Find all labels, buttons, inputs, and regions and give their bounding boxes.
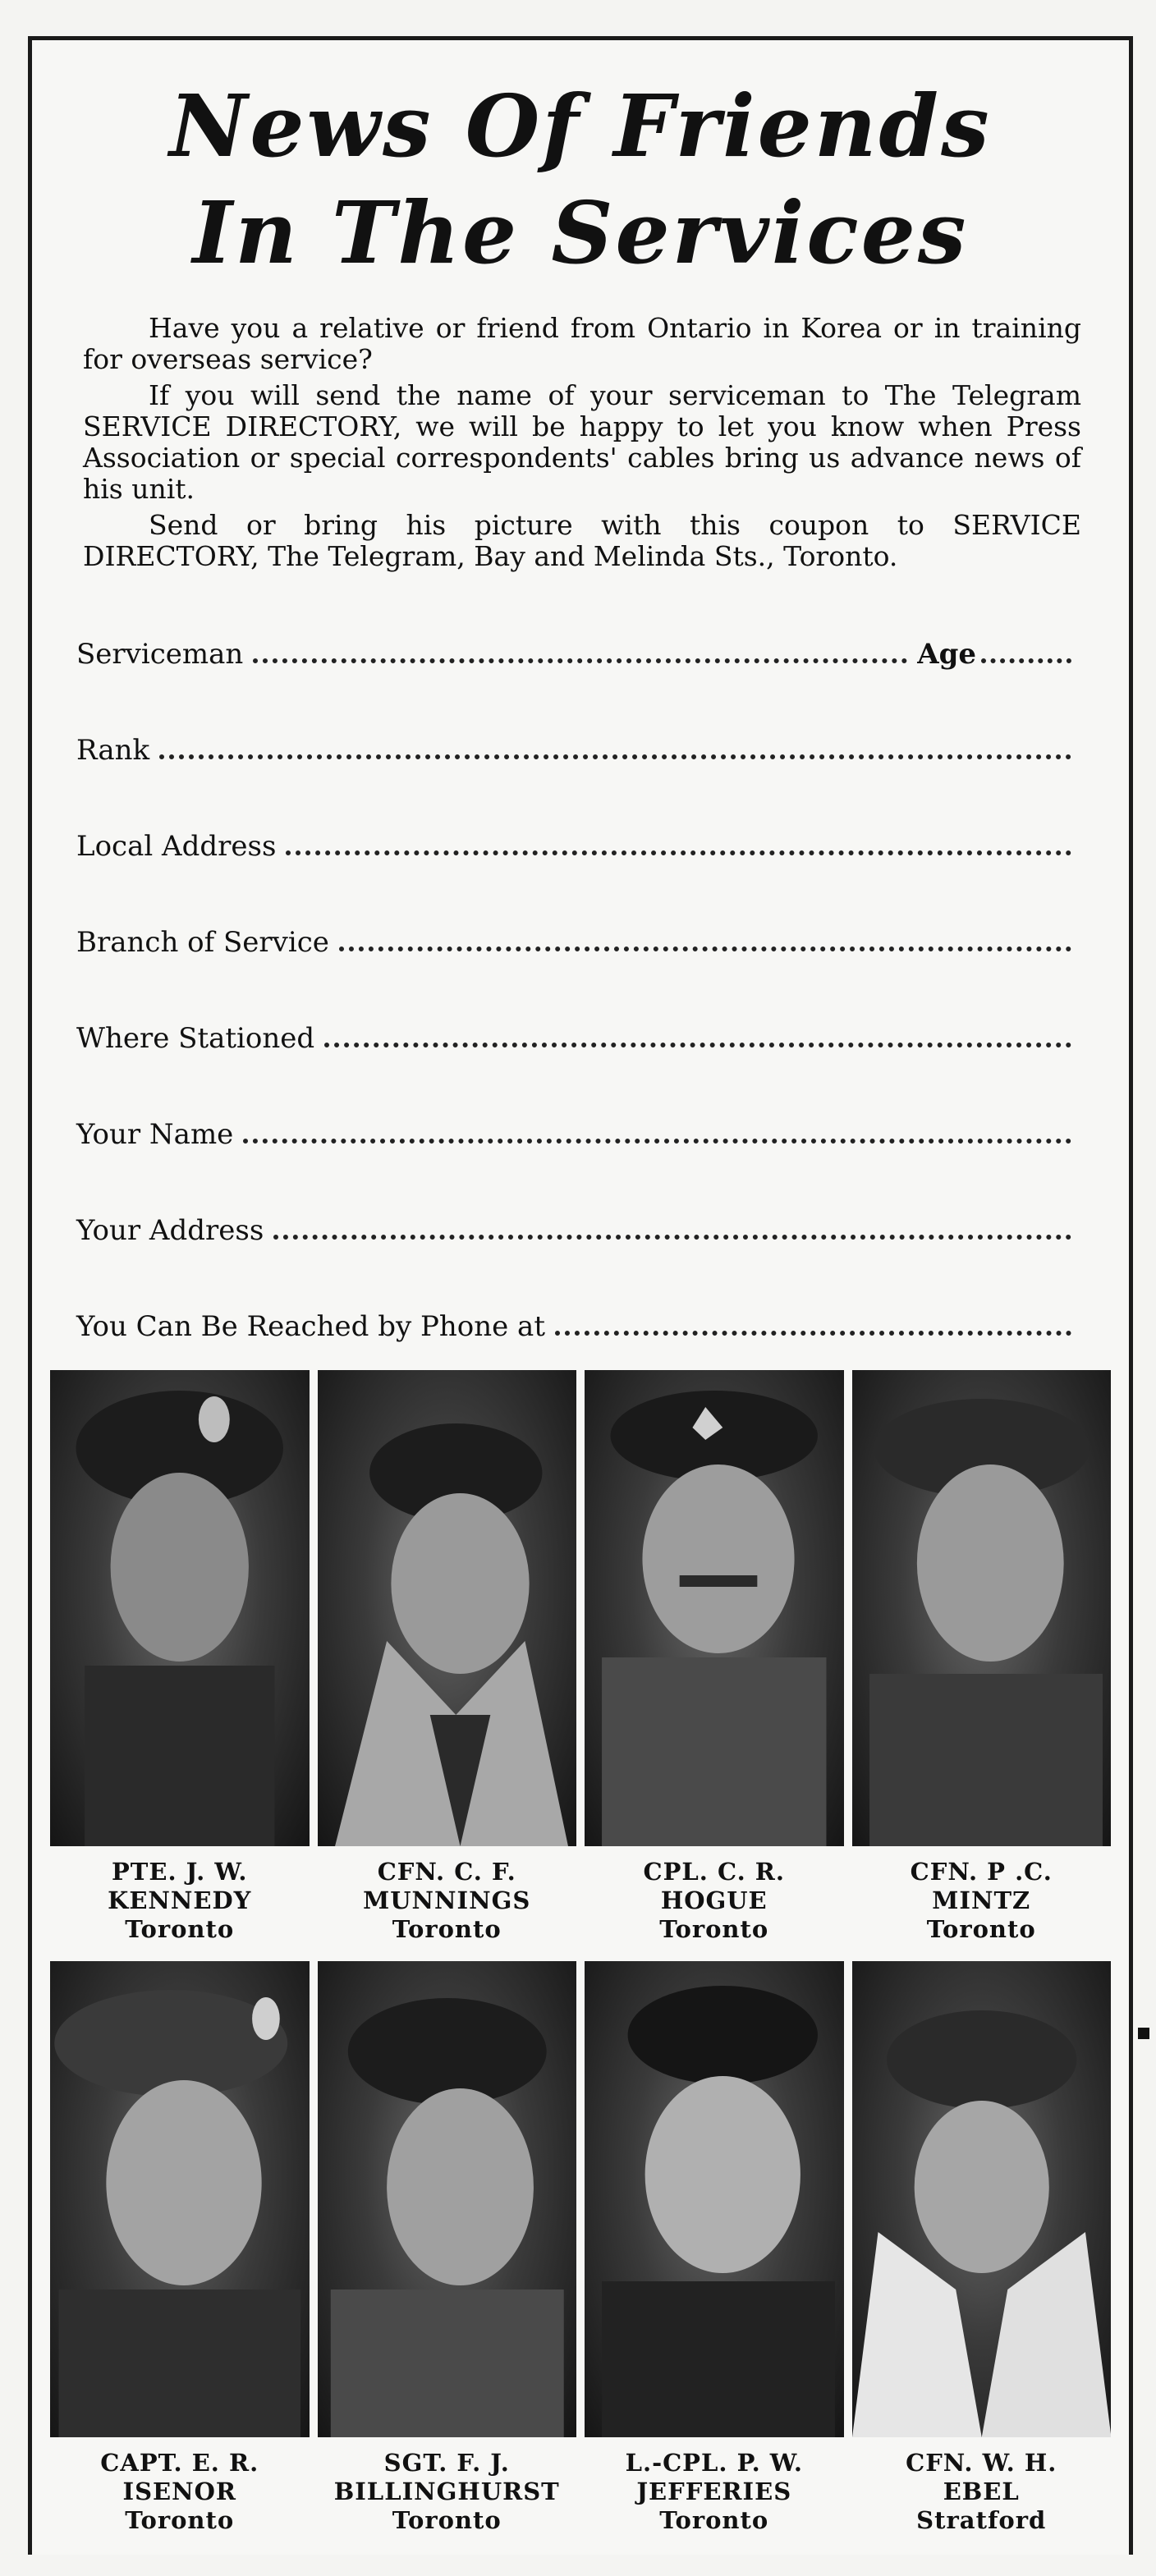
serviceman-caption [585, 2449, 844, 2535]
portrait-photo [852, 1961, 1112, 2437]
stationed-label: Where Stationed [76, 1022, 315, 1055]
portrait-silhouette [318, 1370, 577, 1846]
serviceman-surname: HOGUE [660, 1886, 768, 1914]
serviceman-surname: BILLINGHURST [333, 2477, 560, 2505]
serviceman-card [318, 1370, 577, 1944]
portrait-photo [585, 1961, 844, 2437]
serviceman-caption [852, 2449, 1112, 2535]
portrait-photo [50, 1370, 310, 1846]
portrait-photo [318, 1961, 577, 2437]
serviceman-label: Serviceman [76, 638, 244, 671]
portrait-photo [585, 1370, 844, 1846]
serviceman-surname: MUNNINGS [363, 1886, 531, 1914]
portrait-silhouette [852, 1370, 1112, 1846]
serviceman-rank-initials: SGT. F. J. [383, 2449, 510, 2477]
phone-field[interactable] [76, 1310, 1071, 1351]
serviceman-rank-initials: CAPT. E. R. [100, 2449, 259, 2477]
portrait-photo [50, 1961, 310, 2437]
serviceman-rank-initials: CPL. C. R. [643, 1858, 785, 1886]
headline-line-1: News Of Friends [169, 76, 992, 176]
your-address-blank[interactable] [273, 1235, 1071, 1240]
your-name-label: Your Name [76, 1118, 234, 1151]
your-name-field[interactable] [76, 1118, 1071, 1159]
serviceman-surname: KENNEDY [108, 1886, 252, 1914]
intro-paragraph: Have you a relative or friend from Ontario in Korea or in training for overseas service? [83, 312, 1081, 375]
portrait-silhouette [50, 1370, 310, 1846]
serviceman-rank-initials: CFN. P .C. [910, 1858, 1053, 1886]
age-blank[interactable] [981, 658, 1071, 663]
local-address-field[interactable] [76, 830, 1071, 871]
serviceman-caption [852, 1858, 1112, 1944]
portrait-silhouette [852, 1961, 1112, 2437]
serviceman-city: Toronto [659, 1915, 769, 1943]
serviceman-city: Toronto [392, 1915, 502, 1943]
serviceman-surname: EBEL [943, 2477, 1020, 2505]
serviceman-card [50, 1961, 310, 2535]
intro-paragraph: Send or bring his picture with this coupon to SERVICE DIRECTORY, The Telegram, Bay and Melinda Sts., Toronto. [83, 509, 1081, 572]
portrait-silhouette [318, 1961, 577, 2437]
intro-text [83, 313, 1081, 577]
rank-label: Rank [76, 734, 150, 767]
serviceman-field[interactable] [76, 638, 1071, 679]
phone-blank[interactable] [555, 1331, 1071, 1336]
serviceman-card [50, 1370, 310, 1944]
intro-paragraph: If you will send the name of your serviceman to The Telegram SERVICE DIRECTORY, we will be happy to let you know when Press Association or special correspondents' cables bring us advance news of his unit. [83, 379, 1081, 505]
your-address-label: Your Address [76, 1214, 264, 1247]
stationed-blank[interactable] [324, 1043, 1071, 1047]
your-name-blank[interactable] [243, 1139, 1071, 1144]
branch-label: Branch of Service [76, 926, 329, 959]
serviceman-city: Toronto [125, 2506, 235, 2534]
serviceman-surname: MINTZ [932, 1886, 1031, 1914]
serviceman-city: Stratford [916, 2506, 1047, 2534]
serviceman-card [585, 1961, 844, 2535]
rank-field[interactable] [76, 734, 1071, 775]
clipping-frame [28, 36, 1133, 2555]
serviceman-rank-initials: CFN. C. F. [377, 1858, 516, 1886]
margin-mark [1138, 2028, 1149, 2039]
rank-blank[interactable] [159, 754, 1071, 759]
serviceman-card [852, 1370, 1112, 1944]
portrait-photo [852, 1370, 1112, 1846]
headline [32, 73, 1129, 286]
portrait-silhouette [585, 1961, 844, 2437]
headline-line-2: In The Services [192, 182, 969, 283]
serviceman-surname: JEFFERIES [636, 2477, 792, 2505]
serviceman-city: Toronto [392, 2506, 502, 2534]
local-address-blank[interactable] [286, 850, 1071, 855]
portrait-silhouette [585, 1370, 844, 1846]
portrait-photo [318, 1370, 577, 1846]
local-address-label: Local Address [76, 830, 277, 863]
serviceman-rank-initials: L.-CPL. P. W. [625, 2449, 803, 2477]
serviceman-card [852, 1961, 1112, 2535]
phone-label: You Can Be Reached by Phone at [76, 1310, 545, 1343]
portrait-silhouette [50, 1961, 310, 2437]
branch-blank[interactable] [339, 947, 1071, 951]
serviceman-city: Toronto [125, 1915, 235, 1943]
your-address-field[interactable] [76, 1214, 1071, 1255]
serviceman-caption [50, 1858, 310, 1944]
serviceman-city: Toronto [659, 2506, 769, 2534]
photo-row-2 [50, 1961, 1111, 2535]
serviceman-city: Toronto [926, 1915, 1036, 1943]
age-label: Age [917, 638, 976, 671]
serviceman-caption [50, 2449, 310, 2535]
serviceman-rank-initials: CFN. W. H. [906, 2449, 1057, 2477]
serviceman-surname: ISENOR [122, 2477, 236, 2505]
serviceman-caption [585, 1858, 844, 1944]
serviceman-card [585, 1370, 844, 1944]
serviceman-rank-initials: PTE. J. W. [112, 1858, 248, 1886]
stationed-field[interactable] [76, 1022, 1071, 1063]
serviceman-card [318, 1961, 577, 2535]
photo-row-1 [50, 1370, 1111, 1944]
serviceman-caption [318, 1858, 577, 1944]
serviceman-caption [318, 2449, 577, 2535]
serviceman-blank[interactable] [253, 658, 907, 663]
branch-field[interactable] [76, 926, 1071, 967]
